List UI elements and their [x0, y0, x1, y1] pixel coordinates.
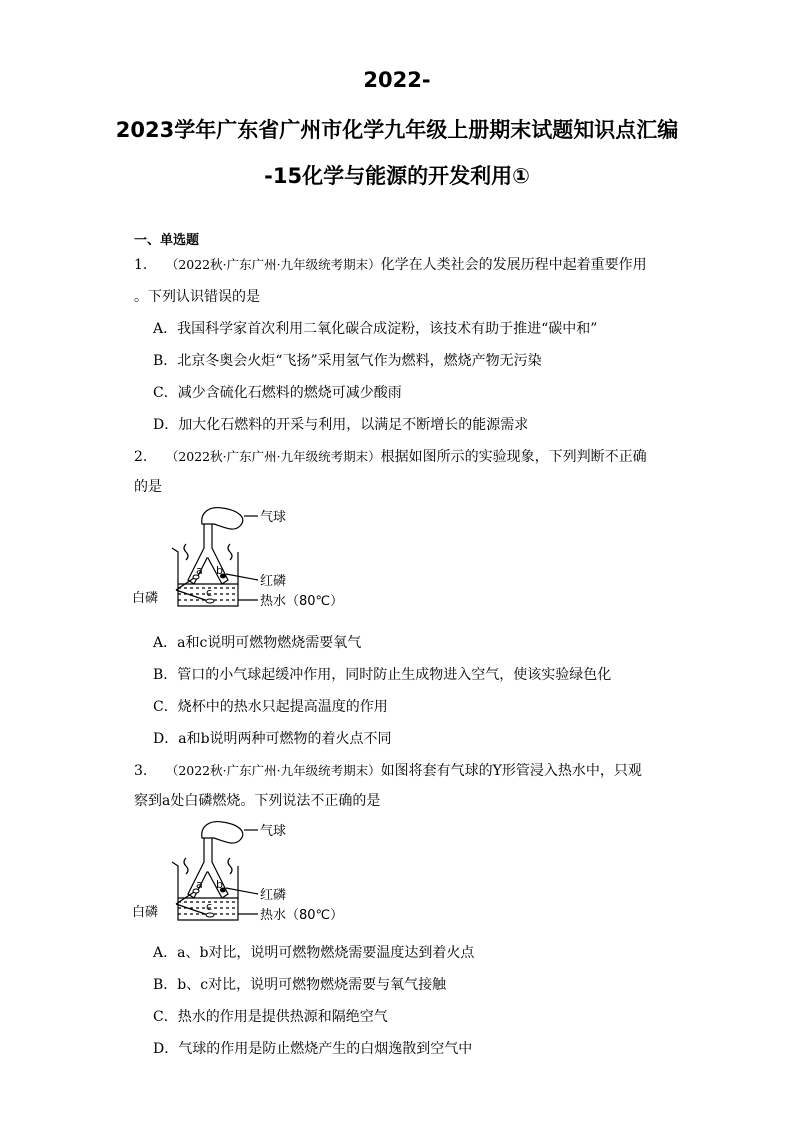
- question-number: 1.: [134, 257, 148, 273]
- question-number: 3.: [134, 763, 148, 779]
- option-d: D．气球的作用是防止燃烧产生的白烟逸散到空气中: [153, 1041, 473, 1057]
- hot-water-label: 热水（80℃）: [260, 908, 344, 923]
- question-stem: 化学在人类社会的发展历程中起着重要作用: [380, 257, 647, 273]
- option-b: B．b、c对比，说明可燃物燃烧需要与氧气接触: [153, 977, 447, 993]
- question-source: （2022秋·广东广州·九年级统考期末）: [165, 763, 381, 778]
- question-3-line2: 察到a处白磷燃烧。下列说法不正确的是: [134, 793, 381, 809]
- question-number: 2.: [134, 449, 148, 465]
- option-b: B．管口的小气球起缓冲作用，同时防止生成物进入空气，使该实验绿色化: [153, 667, 612, 683]
- label-a: a: [196, 564, 203, 577]
- option-c: C．减少含硫化石燃料的燃烧可减少酸雨: [153, 385, 402, 401]
- option-d: D．a和b说明两种可燃物的着火点不同: [153, 731, 392, 747]
- white-phosphorus-label: 白磷: [132, 905, 159, 920]
- question-1-line2: 。下列认识错误的是: [134, 289, 260, 305]
- balloon-label: 气球: [260, 510, 287, 525]
- option-b: B．北京冬奥会火炬“飞扬”采用氢气作为燃料，燃烧产物无污染: [153, 353, 542, 369]
- document-title-line1: 2022-: [363, 68, 431, 92]
- red-phosphorus-label: 红磷: [260, 574, 287, 589]
- question-2-line1: [134, 446, 647, 466]
- option-a: A．我国科学家首次利用二氧化碳合成淀粉，该技术有助于推进“碳中和”: [153, 321, 598, 337]
- option-d: D．加大化石燃料的开采与利用，以满足不断增长的能源需求: [153, 417, 529, 433]
- section-heading: 一、单选题: [134, 233, 200, 248]
- experiment-figure: [130, 504, 350, 614]
- white-phosphorus-label: 白磷: [132, 591, 159, 606]
- experiment-figure: [130, 818, 350, 928]
- label-a: a: [196, 878, 203, 891]
- option-a: A．a、b对比，说明可燃物燃烧需要温度达到着火点: [153, 945, 475, 961]
- question-2-line2: 的是: [134, 479, 162, 495]
- label-c: c: [206, 900, 213, 913]
- option-a: A．a和c说明可燃物燃烧需要氧气: [153, 635, 362, 651]
- question-stem: 如图将套有气球的Y形管浸入热水中，只观: [380, 763, 642, 779]
- label-b: b: [216, 564, 223, 577]
- document-title-line2: 2023学年广东省广州市化学九年级上册期末试题知识点汇编: [115, 118, 679, 142]
- question-stem: 根据如图所示的实验现象，下列判断不正确: [380, 449, 647, 465]
- balloon-label: 气球: [260, 824, 287, 839]
- label-b: b: [216, 878, 223, 891]
- question-source: （2022秋·广东广州·九年级统考期末）: [165, 257, 381, 272]
- question-source: （2022秋·广东广州·九年级统考期末）: [165, 449, 381, 464]
- option-c: C．热水的作用是提供热源和隔绝空气: [153, 1009, 388, 1025]
- apparatus-diagram: [130, 504, 350, 614]
- hot-water-label: 热水（80℃）: [260, 594, 344, 609]
- question-1-line1: [134, 254, 647, 274]
- question-3-line1: [134, 760, 642, 780]
- document-title-line3: -15化学与能源的开发利用①: [264, 164, 530, 188]
- red-phosphorus-label: 红磷: [260, 888, 287, 903]
- option-c: C．烧杯中的热水只起提高温度的作用: [153, 699, 388, 715]
- apparatus-diagram: [130, 818, 350, 928]
- label-c: c: [206, 586, 213, 599]
